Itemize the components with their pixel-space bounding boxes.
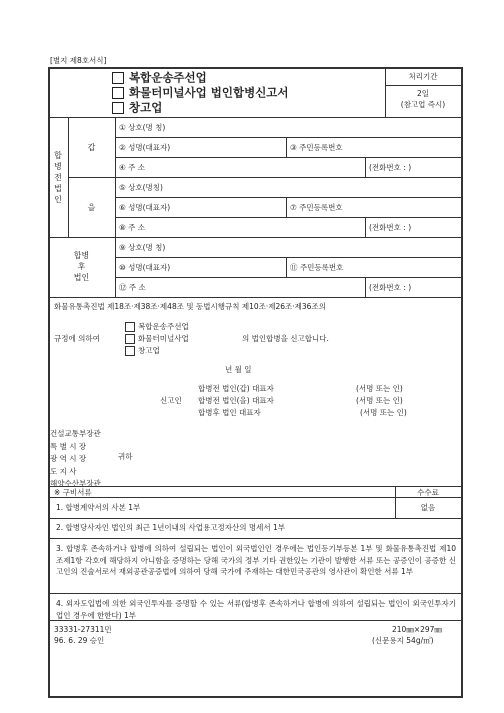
process-note: (참고업 즉시) xyxy=(400,100,446,109)
row-line xyxy=(48,237,462,238)
row-line xyxy=(48,297,462,298)
field-12-label: ⑫ 주 소 xyxy=(119,283,146,292)
row-line xyxy=(48,117,462,118)
col-line xyxy=(365,277,366,297)
row-line xyxy=(115,257,461,258)
docs-line xyxy=(48,538,462,539)
party-eul-label: 을 xyxy=(87,203,96,212)
field-2-label: ② 성명(대표자) xyxy=(119,143,171,152)
title-checkbox-3[interactable] xyxy=(112,102,124,114)
reporter-label: 신고인 xyxy=(160,396,182,405)
col-line xyxy=(365,157,366,177)
docs-line xyxy=(48,593,462,594)
sign-note-2: (서명 또는 인) xyxy=(356,396,403,405)
merge-before-label: 합 병 전 법 인 xyxy=(54,151,62,204)
row-line xyxy=(115,137,461,138)
doc-3: 3. 합병후 존속하거나 합병에 의하여 설립되는 법인이 외국법인인 경우에는 법인등기부등본 1부 및 화물유통촉진법 제10조제1항 각호에 해당하지 아니함을 증명하는 당해 국가의 정부 기타 권한있는 기관이 발행한 서류 또는 공증인이 공증한 신고인의 진술서로서 재외공관공증법에 의하여 당해 국가에 주재하는 대한민국공관의 영사관이 확인한 서류 1부 xyxy=(56,544,456,576)
phone-field-2: (전화번호 : ) xyxy=(369,223,412,232)
option-3-checkbox[interactable] xyxy=(125,346,135,356)
footer-date: 96. 6. 29 승인 xyxy=(54,636,105,645)
option-2: 화물터미널사업 xyxy=(125,334,189,344)
process-header-line xyxy=(385,85,461,86)
col-line xyxy=(286,137,287,157)
row-line xyxy=(115,157,461,158)
title-line-1: 복합운송주선업 xyxy=(129,70,207,85)
party-gap-label: 갑 xyxy=(87,143,96,152)
title-checkbox-1[interactable] xyxy=(112,72,124,84)
merge-after-label: 합병 후 법인 xyxy=(73,251,90,282)
field-6-label: ⑥ 성명(대표자) xyxy=(119,203,171,212)
sign-line-1: 합병전 법인(갑) 대표자 xyxy=(198,384,274,393)
title-block xyxy=(112,72,289,114)
table-bottom-border xyxy=(48,696,463,698)
rule-prefix: 규정에 의하여 xyxy=(54,334,100,343)
field-1-label: ① 상호(명 칭) xyxy=(119,123,166,132)
doc-1: 1. 합병계약서의 사본 1부 xyxy=(56,503,141,512)
fee-value: 없음 xyxy=(420,503,436,512)
row-line xyxy=(115,197,461,198)
addressee-list: 건설교통부장관 특 별 시 장 광 역 시 장 도 지 사 해양수산부장관 xyxy=(50,429,101,488)
field-9-label: ⑨ 상호(명 칭) xyxy=(119,243,166,252)
option-1-checkbox[interactable] xyxy=(125,322,135,332)
field-8-label: ⑧ 주 소 xyxy=(119,223,145,232)
sign-note-1: (서명 또는 인) xyxy=(356,384,403,393)
option-2-checkbox[interactable] xyxy=(125,334,135,344)
date-line: 년 월 일 xyxy=(225,365,252,374)
footer-paper: (신문용지 54g/㎡) xyxy=(372,636,434,645)
option-3: 창고업 xyxy=(125,346,160,356)
field-5-label: ⑤ 상호(명칭) xyxy=(119,183,163,192)
col-line xyxy=(115,117,116,297)
row-line xyxy=(115,277,461,278)
col-line xyxy=(68,117,69,237)
field-7-label: ⑦ 주민등록번호 xyxy=(290,203,343,212)
docs-header-line xyxy=(48,497,462,498)
col-line xyxy=(286,257,287,277)
field-11-label: ⑪ 주민등록번호 xyxy=(290,263,344,272)
field-10-label: ⑩ 성명(대표자) xyxy=(119,263,171,272)
option-1: 복합운송주선업 xyxy=(125,322,189,332)
footer-size: 210㎜×297㎜ xyxy=(392,625,442,634)
title-line-3: 창고업 xyxy=(129,100,163,115)
field-3-label: ③ 주민등록번호 xyxy=(290,143,343,152)
rule-suffix: 의 법인합병을 신고합니다. xyxy=(242,334,329,343)
col-line xyxy=(365,217,366,237)
title-line-2: 화물터미널사업 법인합병신고서 xyxy=(129,85,289,100)
docs-line xyxy=(48,518,462,519)
process-label: 처리기간 xyxy=(408,72,438,81)
docs-top-line xyxy=(48,486,462,487)
process-days: 2일 xyxy=(416,89,430,98)
form-number: [별지 제8호서식] xyxy=(50,56,107,65)
field-4-label: ④ 주 소 xyxy=(119,163,145,172)
title-checkbox-2[interactable] xyxy=(112,87,124,99)
table-top-border xyxy=(48,67,462,69)
phone-field-3: (전화번호 : ) xyxy=(369,283,412,292)
table-right-border xyxy=(461,67,463,697)
phone-field-1: (전화번호 : ) xyxy=(369,163,412,172)
doc-2: 2. 합병당사자인 법인의 최근 1년이내의 사업용고정자산의 명세서 1부 xyxy=(56,523,286,532)
legal-basis: 화물유통촉진법 제18조·제38조·제48조 및 동법시행규칙 제10조·제26조·제36조의 xyxy=(54,302,326,311)
gwiha: 귀하 xyxy=(118,452,133,461)
docs-header: ※ 구비서류 xyxy=(54,488,92,497)
col-line xyxy=(286,197,287,217)
sign-line-3: 합병후 법인 대표자 xyxy=(198,408,261,417)
sign-note-3: (서명 또는 인) xyxy=(360,408,407,417)
fee-header: 수수료 xyxy=(417,488,439,497)
row-line xyxy=(68,177,461,178)
footer-code: 33331-27311민 xyxy=(54,625,112,634)
doc-4: 4. 외자도입법에 의한 외국인투자를 증명할 수 있는 서류(합병후 존속하거나 합병에 의하여 설립되는 법인이 외국인투자기업인 경우에 한한다) 1부 xyxy=(56,599,456,620)
sign-line-2: 합병전 법인(을) 대표자 xyxy=(198,396,274,405)
row-line xyxy=(115,217,461,218)
